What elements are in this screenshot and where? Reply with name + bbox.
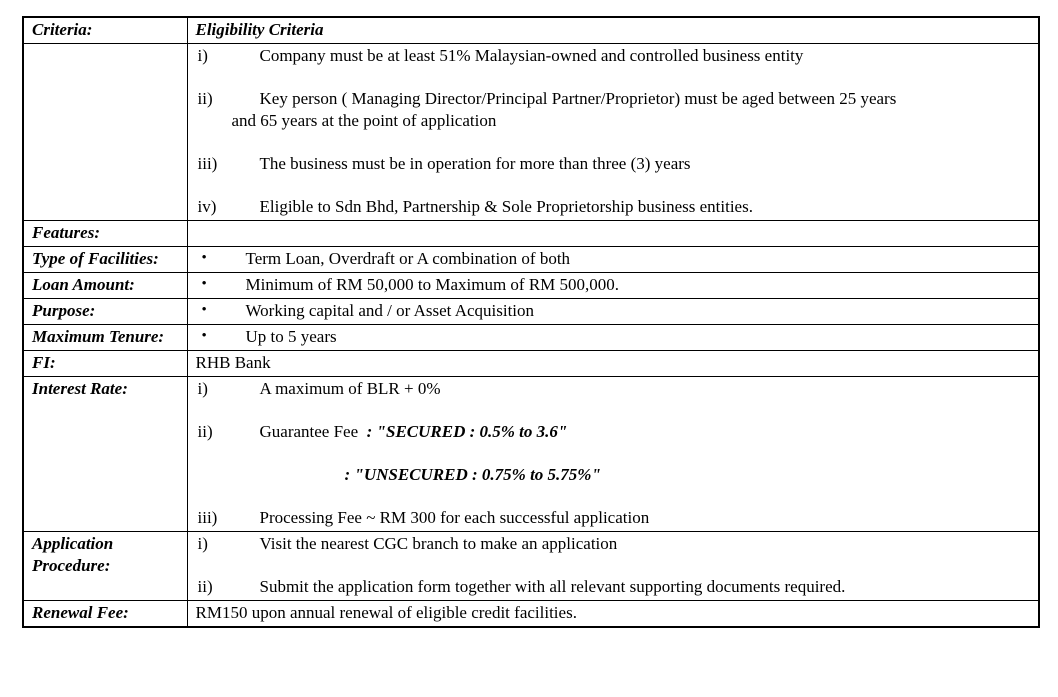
row-label-features: Features: [23, 221, 187, 247]
table-row-application-procedure [23, 532, 1039, 601]
line-text: RM150 upon annual renewal of eligible credit facilities. [195, 603, 577, 622]
content-line [188, 464, 1035, 486]
line-text: : "UNSECURED : 0.75% to 5.75%" [344, 465, 601, 484]
content-line [188, 19, 1035, 41]
table-row-features [23, 221, 1039, 247]
content-line [188, 507, 1035, 529]
row-label-fi: FI: [23, 351, 187, 377]
bullet-icon: • [201, 302, 207, 318]
table-row-interest-rate [23, 377, 1039, 532]
table-row-fi [23, 351, 1039, 377]
line-text: Submit the application form together with all relevant supporting documents required. [259, 577, 846, 596]
content-line [188, 196, 1035, 218]
table-row-type-of-facilities [23, 247, 1039, 273]
line-text: RHB Bank [195, 353, 271, 372]
row-content-purpose [187, 299, 1039, 325]
row-content-renewal-fee [187, 601, 1039, 628]
row-label-type-of-facilities: Type of Facilities: [23, 247, 187, 273]
criteria-table [22, 16, 1040, 628]
line-text: Minimum of RM 50,000 to Maximum of RM 500,000. [245, 275, 620, 294]
bullet-icon: • [201, 276, 207, 292]
line-text: Processing Fee ~ RM 300 for each successful application [259, 508, 650, 527]
content-line [188, 300, 1035, 322]
line-text: Working capital and / or Asset Acquisition [245, 301, 535, 320]
content-line [188, 45, 1035, 67]
content-line [188, 576, 1035, 598]
line-text-continuation: and 65 years at the point of application [231, 111, 497, 130]
row-content-maximum-tenure [187, 325, 1039, 351]
row-label-purpose: Purpose: [23, 299, 187, 325]
content-line [188, 274, 1035, 296]
row-label-interest-rate: Interest Rate: [23, 377, 187, 532]
table-row-maximum-tenure [23, 325, 1039, 351]
row-content-interest-rate [187, 377, 1039, 532]
line-text: A maximum of BLR + 0% [259, 379, 441, 398]
list-number: ii) [197, 577, 213, 596]
table-row-eligibility-items [23, 44, 1039, 221]
table-row-renewal-fee [23, 601, 1039, 628]
list-number: iii) [197, 508, 218, 527]
list-number: i) [197, 379, 208, 398]
row-content-type-of-facilities [187, 247, 1039, 273]
line-text: Visit the nearest CGC branch to make an application [259, 534, 618, 553]
line-text: Term Loan, Overdraft or A combination of both [245, 249, 571, 268]
bullet-icon: • [201, 328, 207, 344]
row-label-loan-amount: Loan Amount: [23, 273, 187, 299]
list-number: i) [197, 534, 208, 553]
content-line [188, 153, 1035, 175]
line-text: Guarantee Fee [259, 422, 367, 441]
table-row-criteria [23, 17, 1039, 44]
content-line [188, 352, 1035, 374]
list-number: iv) [197, 197, 217, 216]
content-line [188, 533, 1035, 555]
table-row-purpose [23, 299, 1039, 325]
line-text: Eligible to Sdn Bhd, Partnership & Sole Proprietorship business entities. [259, 197, 753, 216]
row-content-eligibility-items [187, 44, 1039, 221]
row-label-criteria: Criteria: [23, 17, 187, 44]
row-content-criteria [187, 17, 1039, 44]
list-number: ii) [197, 422, 213, 441]
row-content-application-procedure [187, 532, 1039, 601]
row-label-maximum-tenure: Maximum Tenure: [23, 325, 187, 351]
row-content-loan-amount [187, 273, 1039, 299]
row-label-renewal-fee: Renewal Fee: [23, 601, 187, 628]
line-text: Up to 5 years [245, 327, 337, 346]
list-number: i) [197, 46, 208, 65]
content-line [188, 421, 1035, 443]
list-number: ii) [197, 89, 213, 108]
row-label-application-procedure: Application Procedure: [23, 532, 187, 601]
line-text-emphasis: : "SECURED : 0.5% to 3.6" [366, 422, 568, 441]
row-label-eligibility-items [23, 44, 187, 221]
table-row-loan-amount [23, 273, 1039, 299]
list-number: iii) [197, 154, 218, 173]
row-content-features [187, 221, 1039, 247]
content-line [188, 248, 1035, 270]
line-text: Key person ( Managing Director/Principal Partner/Proprietor) must be aged between 25 years [259, 89, 897, 108]
content-line [188, 88, 1035, 132]
bullet-icon: • [201, 250, 207, 266]
row-content-fi [187, 351, 1039, 377]
criteria-table-body [23, 17, 1039, 627]
content-line [188, 378, 1035, 400]
line-text: Eligibility Criteria [195, 20, 324, 39]
content-line [188, 602, 1035, 624]
line-text: The business must be in operation for more than three (3) years [259, 154, 691, 173]
content-line [188, 326, 1035, 348]
line-text: Company must be at least 51% Malaysian-owned and controlled business entity [259, 46, 804, 65]
